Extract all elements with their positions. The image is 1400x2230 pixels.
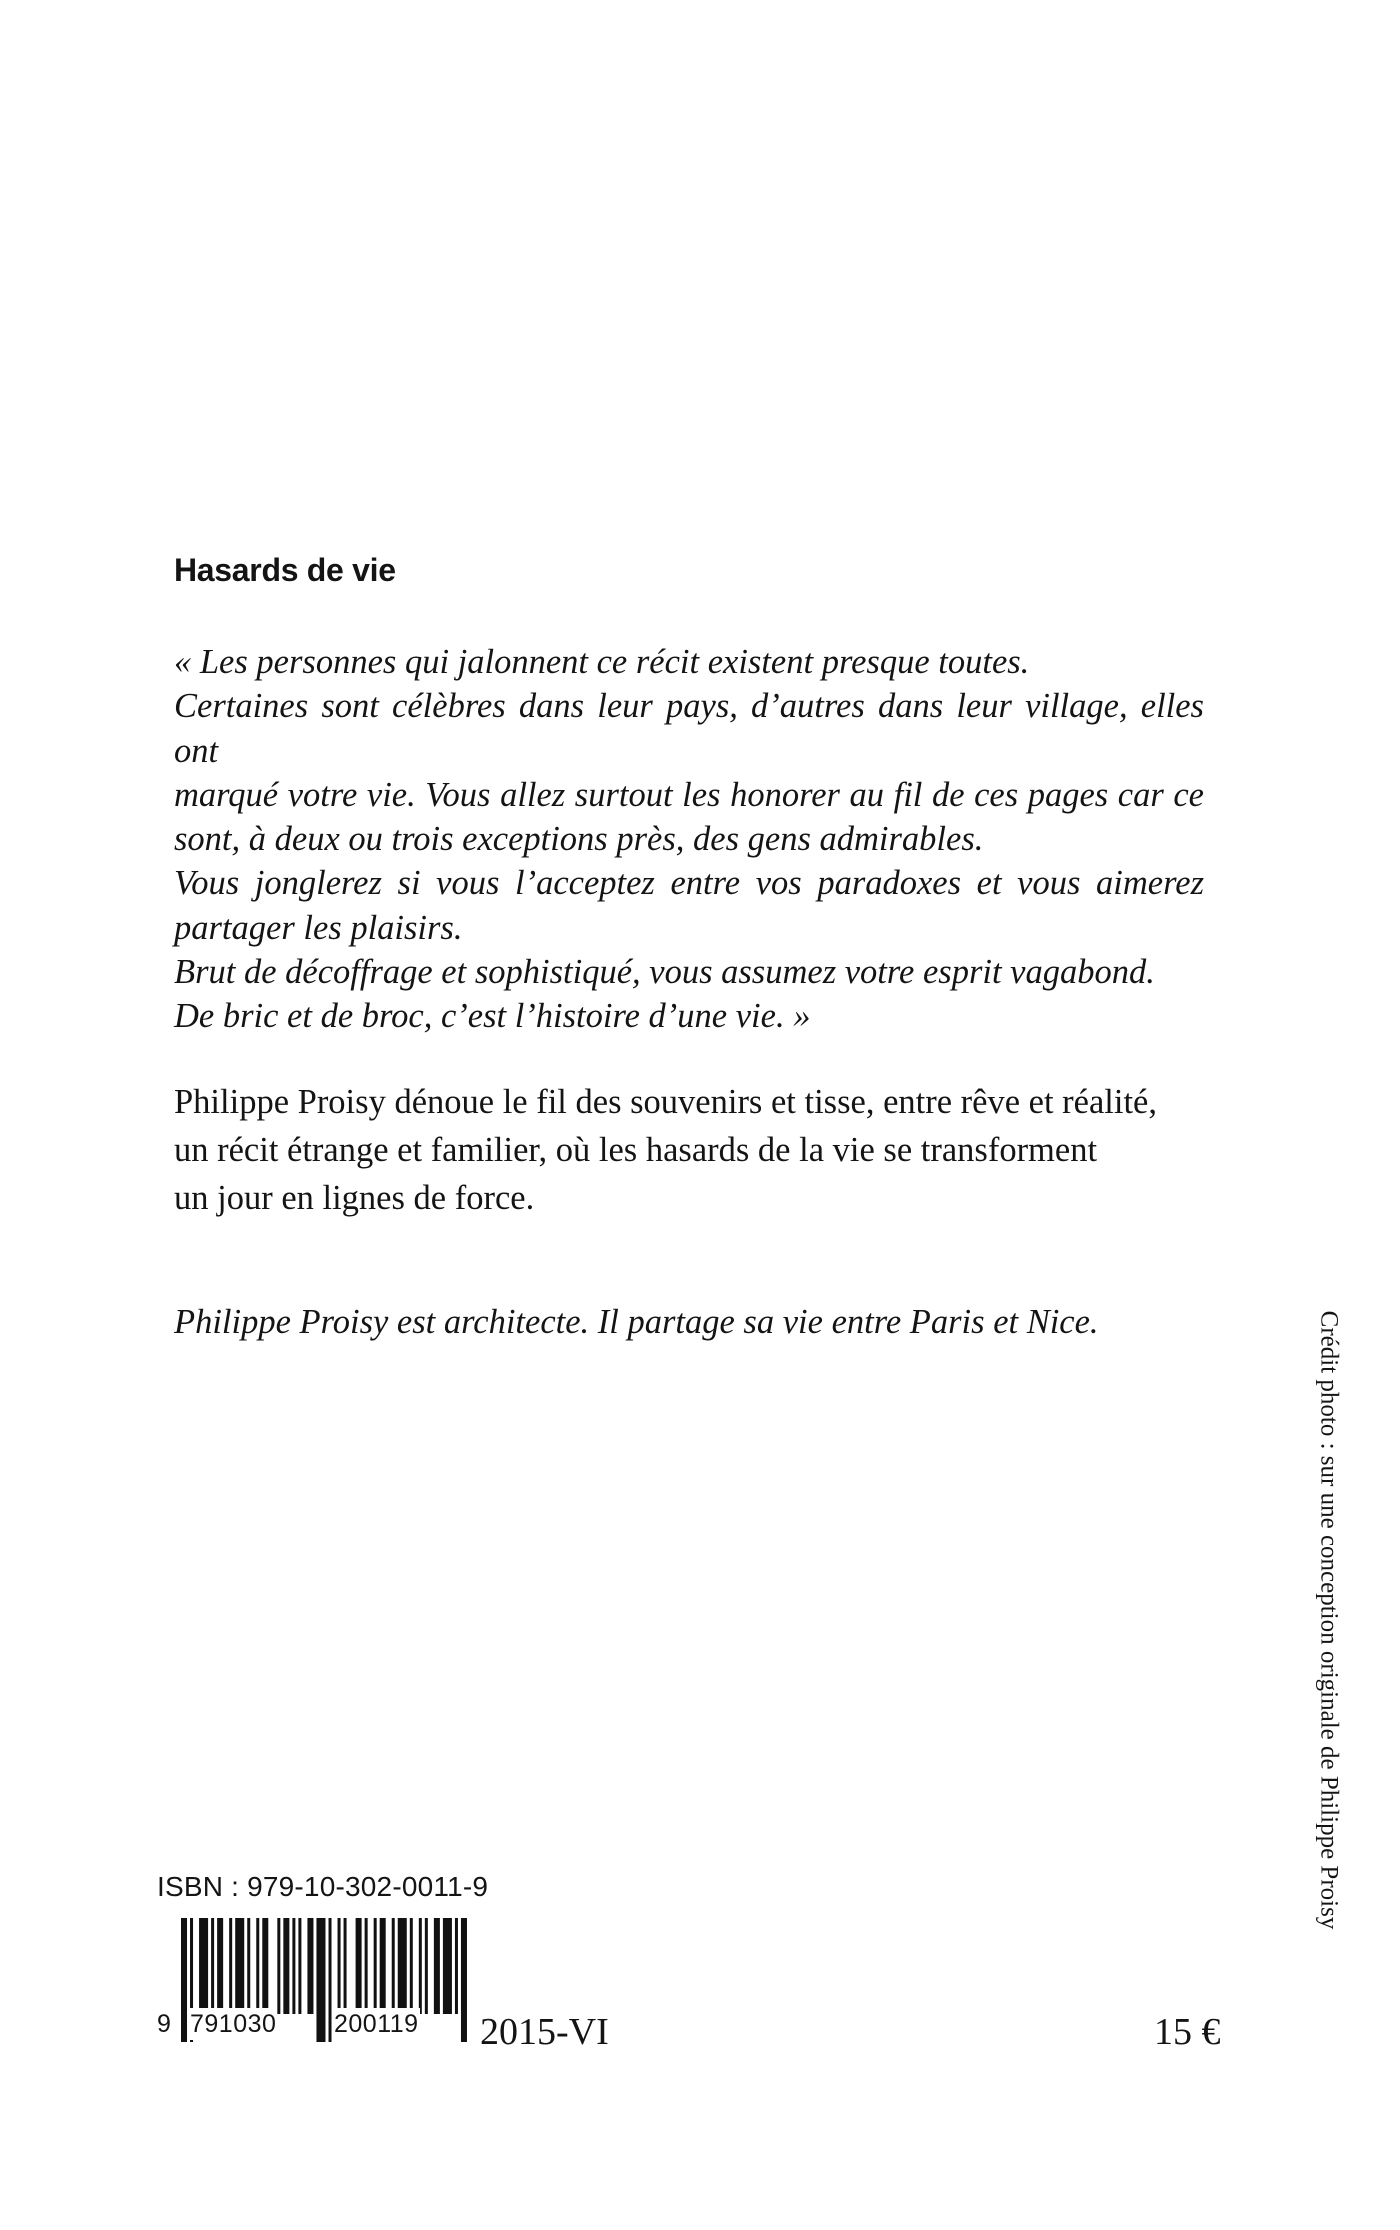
barcode-bar xyxy=(283,1918,289,2014)
barcode-bar xyxy=(199,1918,208,2014)
price: 15 € xyxy=(1154,2011,1221,2053)
barcode-bar xyxy=(419,1918,422,2014)
barcode-bar xyxy=(374,1918,377,2014)
description-line: un récit étrange et familier, où les hasards de la vie se transforment xyxy=(174,1131,1098,1169)
description-line: un jour en lignes de force. xyxy=(174,1179,535,1217)
quote-line: sont, à deux ou trois exceptions près, des gens admirables. xyxy=(174,820,984,859)
barcode-digit-first: 9 xyxy=(157,2010,172,2038)
barcode-bar xyxy=(392,1918,395,2014)
barcode-bar xyxy=(181,1918,187,2042)
barcode-bar xyxy=(298,1918,301,2014)
quote-line: marqué votre vie. Vous allez surtout les honorer au fil de ces pages car ce xyxy=(174,775,1204,814)
back-cover-quote xyxy=(174,640,1234,1039)
barcode-bar xyxy=(262,1918,268,2014)
barcode-bar xyxy=(455,1918,458,2014)
photo-credit xyxy=(1308,1310,1348,1930)
barcode-bar xyxy=(434,1918,440,2014)
barcode-digits-right: 200119 xyxy=(334,2010,419,2038)
isbn-label: ISBN : 979-10-302-0011-9 xyxy=(157,1871,489,1902)
edition-code: 2015-VI xyxy=(480,2011,609,2053)
barcode-bar xyxy=(380,1918,386,2014)
barcode-bar xyxy=(229,1918,232,2014)
book-description xyxy=(174,1078,1157,1222)
barcode-bar xyxy=(277,1918,280,2014)
barcode-bar xyxy=(356,1918,362,2014)
barcode-bar xyxy=(316,1918,325,2042)
author-bio: Philippe Proisy est architecte. Il partage sa vie entre Paris et Nice. xyxy=(174,1303,1099,1341)
barcode-bar xyxy=(329,1918,332,2042)
barcode-digits-left: 791030 xyxy=(190,2010,277,2038)
barcode-bar xyxy=(461,1918,467,2042)
quote-line: Vous jonglerez si vous l’acceptez entre vos paradoxes et vous aimerez xyxy=(174,864,1204,903)
barcode-bar xyxy=(365,1918,368,2014)
barcode-bar xyxy=(292,1918,295,2014)
barcode xyxy=(157,1918,473,2042)
barcode-bar xyxy=(235,1918,244,2014)
quote-line: « Les personnes qui jalonnent ce récit existent presque toutes. xyxy=(174,643,1030,681)
barcode-bar xyxy=(425,1918,428,2014)
barcode-bar xyxy=(256,1918,259,2014)
barcode-bar xyxy=(211,1918,214,2014)
quote-line: partager les plaisirs. xyxy=(174,908,463,947)
photo-credit-text: Crédit photo : sur une conception originale de Philippe Proisy xyxy=(1315,1310,1342,1930)
description-line: Philippe Proisy dénoue le fil des souvenirs et tisse, entre rêve et réalité, xyxy=(174,1083,1157,1121)
quote-line: Certaines sont célèbres dans leur pays, d’autres dans leur village, elles ont xyxy=(174,687,1204,770)
barcode-bar xyxy=(398,1918,407,2014)
barcode-bar xyxy=(410,1918,413,2014)
barcode-bar xyxy=(307,1918,313,2014)
quote-line: De bric et de broc, c’est l’histoire d’une vie. » xyxy=(174,997,811,1036)
barcode-bar xyxy=(217,1918,223,2014)
barcode-bar xyxy=(344,1918,347,2014)
barcode-bar xyxy=(247,1918,250,2014)
quote-line: Brut de décoffrage et sophistiqué, vous assumez votre esprit vagabond. xyxy=(174,953,1155,992)
barcode-bar xyxy=(338,1918,341,2014)
barcode-bar xyxy=(443,1918,452,2014)
book-title: Hasards de vie xyxy=(174,552,396,588)
